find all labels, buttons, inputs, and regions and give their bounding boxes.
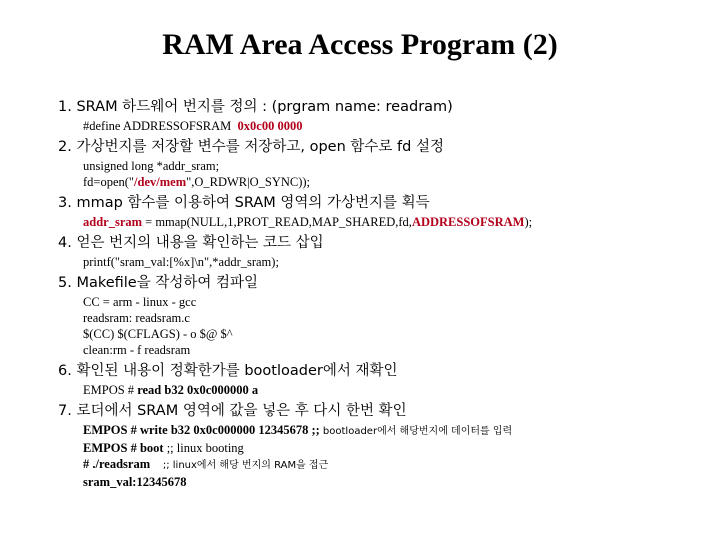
command-line (83, 422, 718, 440)
code-part: ); (524, 215, 533, 229)
code-part: fd=open(" (83, 175, 135, 189)
step-number: 7. (58, 403, 72, 419)
step-text: 로더에서 SRAM 영역에 값을 넣은 후 다시 한번 확인 (76, 403, 407, 419)
step-number: 6. (58, 363, 72, 379)
define-text: #define ADDRESSOFSRAM (83, 119, 232, 133)
command-line (83, 440, 718, 456)
code-line: printf("sram_val:[%x]\n",*addr_sram); (83, 255, 279, 269)
code-line (83, 214, 718, 230)
step-5 (58, 272, 718, 294)
var-name: addr_sram (83, 215, 143, 229)
command: boot (139, 441, 164, 455)
command-note: ;; linux booting (163, 441, 244, 455)
step-1 (58, 96, 718, 118)
command-note: bootloader에서 해당번지에 데이터를 입력 (322, 426, 513, 437)
slide-content (58, 96, 718, 490)
step-6 (58, 360, 718, 382)
step-3 (58, 192, 718, 214)
step-7 (58, 400, 718, 422)
makefile-line: $(CC) $(CFLAGS) - o $@ $^ (83, 327, 233, 341)
command: read b32 0x0c000000 a (137, 383, 259, 397)
prompt: EMPOS # (83, 383, 138, 397)
command: ./readsram (92, 457, 151, 471)
output-line: sram_val:12345678 (83, 475, 187, 489)
command: write b32 0x0c000000 12345678 (139, 423, 309, 437)
step-text: SRAM 하드웨어 번지를 정의 : (prgram name: readram) (76, 99, 453, 115)
step-number: 2. (58, 139, 72, 155)
prompt: EMPOS # (83, 441, 140, 455)
makefile-line: CC = arm - linux - gcc (83, 295, 197, 309)
step-text: mmap 함수를 이용하여 SRAM 영역의 가상번지를 획득 (76, 195, 430, 211)
step-text: Makefile을 작성하여 컴파일 (76, 275, 259, 291)
makefile-line: clean:rm - f readsram (83, 343, 191, 357)
code-part: ",O_RDWR|O_SYNC)); (186, 175, 311, 189)
code-line (83, 174, 718, 190)
command-line (83, 382, 718, 398)
step-text: 가상번지를 저장할 변수를 저장하고, open 함수로 fd 설정 (76, 139, 444, 155)
address-const: ADDRESSOFSRAM (411, 215, 525, 229)
step-number: 1. (58, 99, 72, 115)
define-value: 0x0c00 0000 (237, 119, 303, 133)
slide-title: RAM Area Access Program (2) (162, 28, 558, 61)
step-text: 확인된 내용이 정확한가를 bootloader에서 재확인 (76, 363, 398, 379)
define-line (83, 118, 718, 134)
step-4 (58, 232, 718, 254)
step-text: 얻은 번지의 내용을 확인하는 코드 삽입 (76, 235, 324, 251)
prompt: # (83, 457, 93, 471)
step-number: 4. (58, 235, 72, 251)
step-number: 5. (58, 275, 72, 291)
device-path: /dev/mem (134, 175, 187, 189)
prompt: EMPOS # (83, 423, 140, 437)
command-note: ;; linux에서 해당 번지의 RAM을 접근 (150, 460, 329, 471)
separator: ;; (308, 423, 323, 437)
step-number: 3. (58, 195, 72, 211)
step-2 (58, 136, 718, 158)
code-line: unsigned long *addr_sram; (83, 159, 220, 173)
command-line (83, 456, 718, 474)
makefile-line: readsram: readsram.c (83, 311, 190, 325)
code-part: = mmap(NULL,1,PROT_READ,MAP_SHARED,fd, (142, 215, 412, 229)
